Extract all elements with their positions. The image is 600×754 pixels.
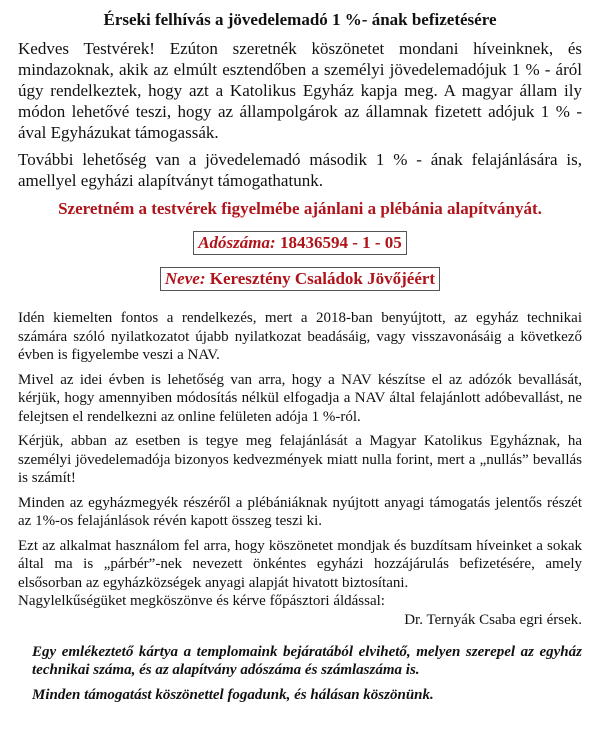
body-paragraph: Kérjük, abban az esetben is tegye meg felajánlását a Magyar Katolikus Egyháznak, ha személyi jövedelemadója bizonyos kedvezmények miatt nulla forint, mert a „nullás” bevallás is számít! [18,433,582,486]
body-paragraph: Idén kiemelten fontos a rendelkezés, mert a 2018-ban benyújtott, az egyház technikai számára szóló nyilatkozatot újabb nyilatkozat beadásáig, vagy visszavonásáig a következő évben is figyelembe veszi a NAV. [18,310,582,363]
body-paragraph: Mivel az idei évben is lehetőség van arra, hogy a NAV készítse el az adózók bevallását, kérjük, hogy amennyiben módosítás nélkül elfogadja a NAV által felajánlott adóbevallást, ne felejtsen el rendelkezni az online felületen adója 1 %-ról. [18,371,582,425]
foundation-name-label: Neve: [164,269,206,288]
foundation-name-value: Keresztény Családok Jövőjéért [209,269,436,288]
foundation-name-box [160,267,440,291]
tax-number-label: Adószáma: [198,233,276,252]
closing-thanks: Minden támogatást köszönettel fogadunk, és hálásan köszönünk. [32,686,434,703]
thanks-line: Nagylelkűségüket megköszönve és kérve főpásztori áldással: [18,593,385,609]
signature: Dr. Ternyák Csaba egri érsek. [404,611,582,628]
tax-number-box [193,231,407,255]
closing-note: Egy emlékeztető kártya a templomaink bejáratából elvihető, melyen szerepel az egyház technikai száma, és az alapítvány adószáma és számlaszáma is. [32,643,582,678]
appeal-heading: Szeretném a testvérek figyelmébe ajánlani a plébánia alapítványát. [58,199,542,218]
intro-paragraph: Kedves Testvérek! Ezúton szeretnék köszönetet mondani híveinknek, és mindazoknak, akik az elmúlt esztendőben a személyi jövedelemadójuk 1 % - áról úgy rendelkeztek, hogy azt a Katolikus Egyház kapja meg. A magyar állam ily módon lehetővé teszi, hogy az állampolgárok az államnak fizetett adójuk 1 % - ával Egyházukat támogassák. [18,39,582,142]
document-title: Érseki felhívás a jövedelemadó 1 %- ának befizetésére [103,10,497,29]
intro-paragraph: További lehetőség van a jövedelemadó második 1 % - ának felajánlására is, amellyel egyházi alapítványt támogathatunk. [18,150,582,190]
tax-number-value: 18436594 - 1 - 05 [279,233,402,252]
body-paragraph: Ezt az alkalmat használom fel arra, hogy köszönetet mondjak és buzdítsam híveinket a sokak által ma is „párbér”-nek nevezett önkéntes egyházi hozzájárulás befizetésére, amely elsősorban az egyházközségek anyagi alapját hivatott biztosítani. [18,537,582,591]
body-paragraph: Minden az egyházmegyék részéről a plébániáknak nyújtott anyagi támogatás jelentős részét az 1%-os felajánlások révén kapott összeg teszi ki. [18,494,582,529]
